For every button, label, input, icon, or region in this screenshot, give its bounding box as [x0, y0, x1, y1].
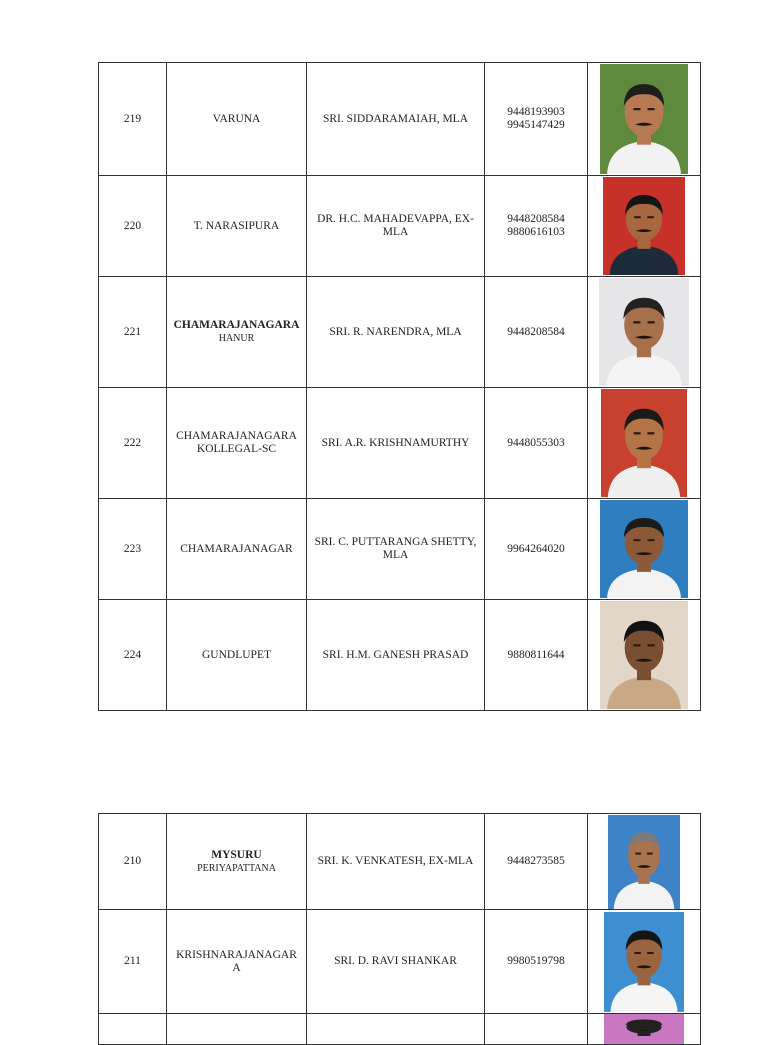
constituency-cell [167, 499, 307, 600]
table-row [99, 277, 701, 388]
phone-cell [485, 499, 588, 600]
member-portrait [599, 278, 689, 386]
constituency-line: PERIYAPATTANA [197, 862, 276, 874]
constituency-line: A [232, 961, 241, 974]
table-row [99, 910, 701, 1014]
constituency-cell [167, 1014, 307, 1045]
table-body-1 [99, 63, 701, 711]
constituency-line: VARUNA [212, 112, 261, 125]
table-row [99, 63, 701, 176]
serial-number-cell: 223 [99, 499, 167, 600]
member-portrait [600, 64, 688, 174]
constituency-line: T. NARASIPURA [193, 219, 280, 232]
serial-number-cell: 219 [99, 63, 167, 176]
phone-number: 9448055303 [507, 436, 565, 449]
table-row [99, 600, 701, 711]
photo-cell [588, 600, 701, 711]
phone-number: 9980519798 [507, 955, 565, 967]
phone-number: 9964264020 [507, 542, 565, 555]
table-row [99, 388, 701, 499]
phone-cell [485, 388, 588, 499]
member-name-cell: DR. H.C. MAHADEVAPPA, EX-MLA [307, 176, 485, 277]
constituency-cell [167, 910, 307, 1014]
serial-number-cell [99, 1014, 167, 1045]
serial-number-cell: 222 [99, 388, 167, 499]
photo-cell [588, 176, 701, 277]
constituency-line: HANUR [218, 333, 255, 344]
serial-number-cell: 221 [99, 277, 167, 388]
table-row [99, 176, 701, 277]
constituency-line: GUNDLUPET [202, 648, 271, 661]
constituency-cell [167, 600, 307, 711]
constituency-line: KOLLEGAL-SC [196, 443, 277, 455]
member-name-cell: SRI. C. PUTTARANGA SHETTY, MLA [307, 499, 485, 600]
serial-number-cell: 224 [99, 600, 167, 711]
member-name-cell: SRI. D. RAVI SHANKAR [307, 910, 485, 1014]
photo-cell [588, 1014, 701, 1045]
constituency-line: MYSURU [211, 848, 262, 861]
member-name-cell [307, 1014, 485, 1045]
serial-number-cell: 211 [99, 910, 167, 1014]
table-row [99, 1014, 701, 1045]
phone-number: 9880811644 [507, 648, 565, 661]
member-portrait [608, 815, 680, 909]
portrait-svg [608, 815, 680, 909]
phone-number: 9448193903 [507, 106, 565, 118]
member-name-cell: SRI. A.R. KRISHNAMURTHY [307, 388, 485, 499]
mla-contact-table-2 [98, 813, 701, 1045]
serial-number-cell: 210 [99, 814, 167, 910]
member-name-cell: SRI. SIDDARAMAIAH, MLA [307, 63, 485, 176]
member-name-cell: SRI. H.M. GANESH PRASAD [307, 600, 485, 711]
table-body-2 [99, 814, 701, 1045]
portrait-svg [603, 177, 685, 275]
constituency-line: CHAMARAJANAGARA [173, 319, 300, 331]
member-name-cell: SRI. R. NARENDRA, MLA [307, 277, 485, 388]
serial-number-cell: 220 [99, 176, 167, 277]
constituency-cell [167, 388, 307, 499]
member-name-cell: SRI. K. VENKATESH, EX-MLA [307, 814, 485, 910]
photo-cell [588, 910, 701, 1014]
constituency-line: CHAMARAJANAGAR [180, 542, 293, 555]
member-portrait [604, 1014, 684, 1044]
phone-number: 9945147429 [507, 119, 565, 131]
portrait-svg [600, 500, 688, 598]
photo-cell [588, 63, 701, 176]
constituency-cell [167, 176, 307, 277]
portrait-svg [604, 1014, 684, 1044]
table-row [99, 499, 701, 600]
portrait-svg [604, 912, 684, 1012]
constituency-cell [167, 814, 307, 910]
mla-contact-table-1 [98, 62, 701, 711]
phone-cell [485, 910, 588, 1014]
constituency-cell [167, 63, 307, 176]
phone-cell [485, 814, 588, 910]
constituency-line: CHAMARAJANAGARA [176, 430, 297, 442]
constituency-line: KRISHNARAJANAGAR [176, 948, 297, 961]
table-row [99, 814, 701, 910]
photo-cell [588, 388, 701, 499]
phone-cell [485, 600, 588, 711]
phone-cell [485, 277, 588, 388]
photo-cell [588, 277, 701, 388]
member-portrait [600, 500, 688, 598]
portrait-svg [600, 64, 688, 174]
member-portrait [603, 177, 685, 275]
photo-cell [588, 499, 701, 600]
phone-number: 9448208584 [507, 325, 565, 338]
phone-number: 9448208584 [507, 213, 565, 225]
phone-cell [485, 63, 588, 176]
member-portrait [600, 601, 688, 709]
phone-cell [485, 1014, 588, 1045]
member-portrait [604, 912, 684, 1012]
member-portrait [601, 389, 687, 497]
constituency-cell [167, 277, 307, 388]
portrait-svg [600, 601, 688, 709]
portrait-svg [601, 389, 687, 497]
phone-number: 9880616103 [507, 226, 565, 238]
photo-cell [588, 814, 701, 910]
portrait-svg [599, 278, 689, 386]
phone-cell [485, 176, 588, 277]
phone-number: 9448273585 [507, 855, 565, 867]
